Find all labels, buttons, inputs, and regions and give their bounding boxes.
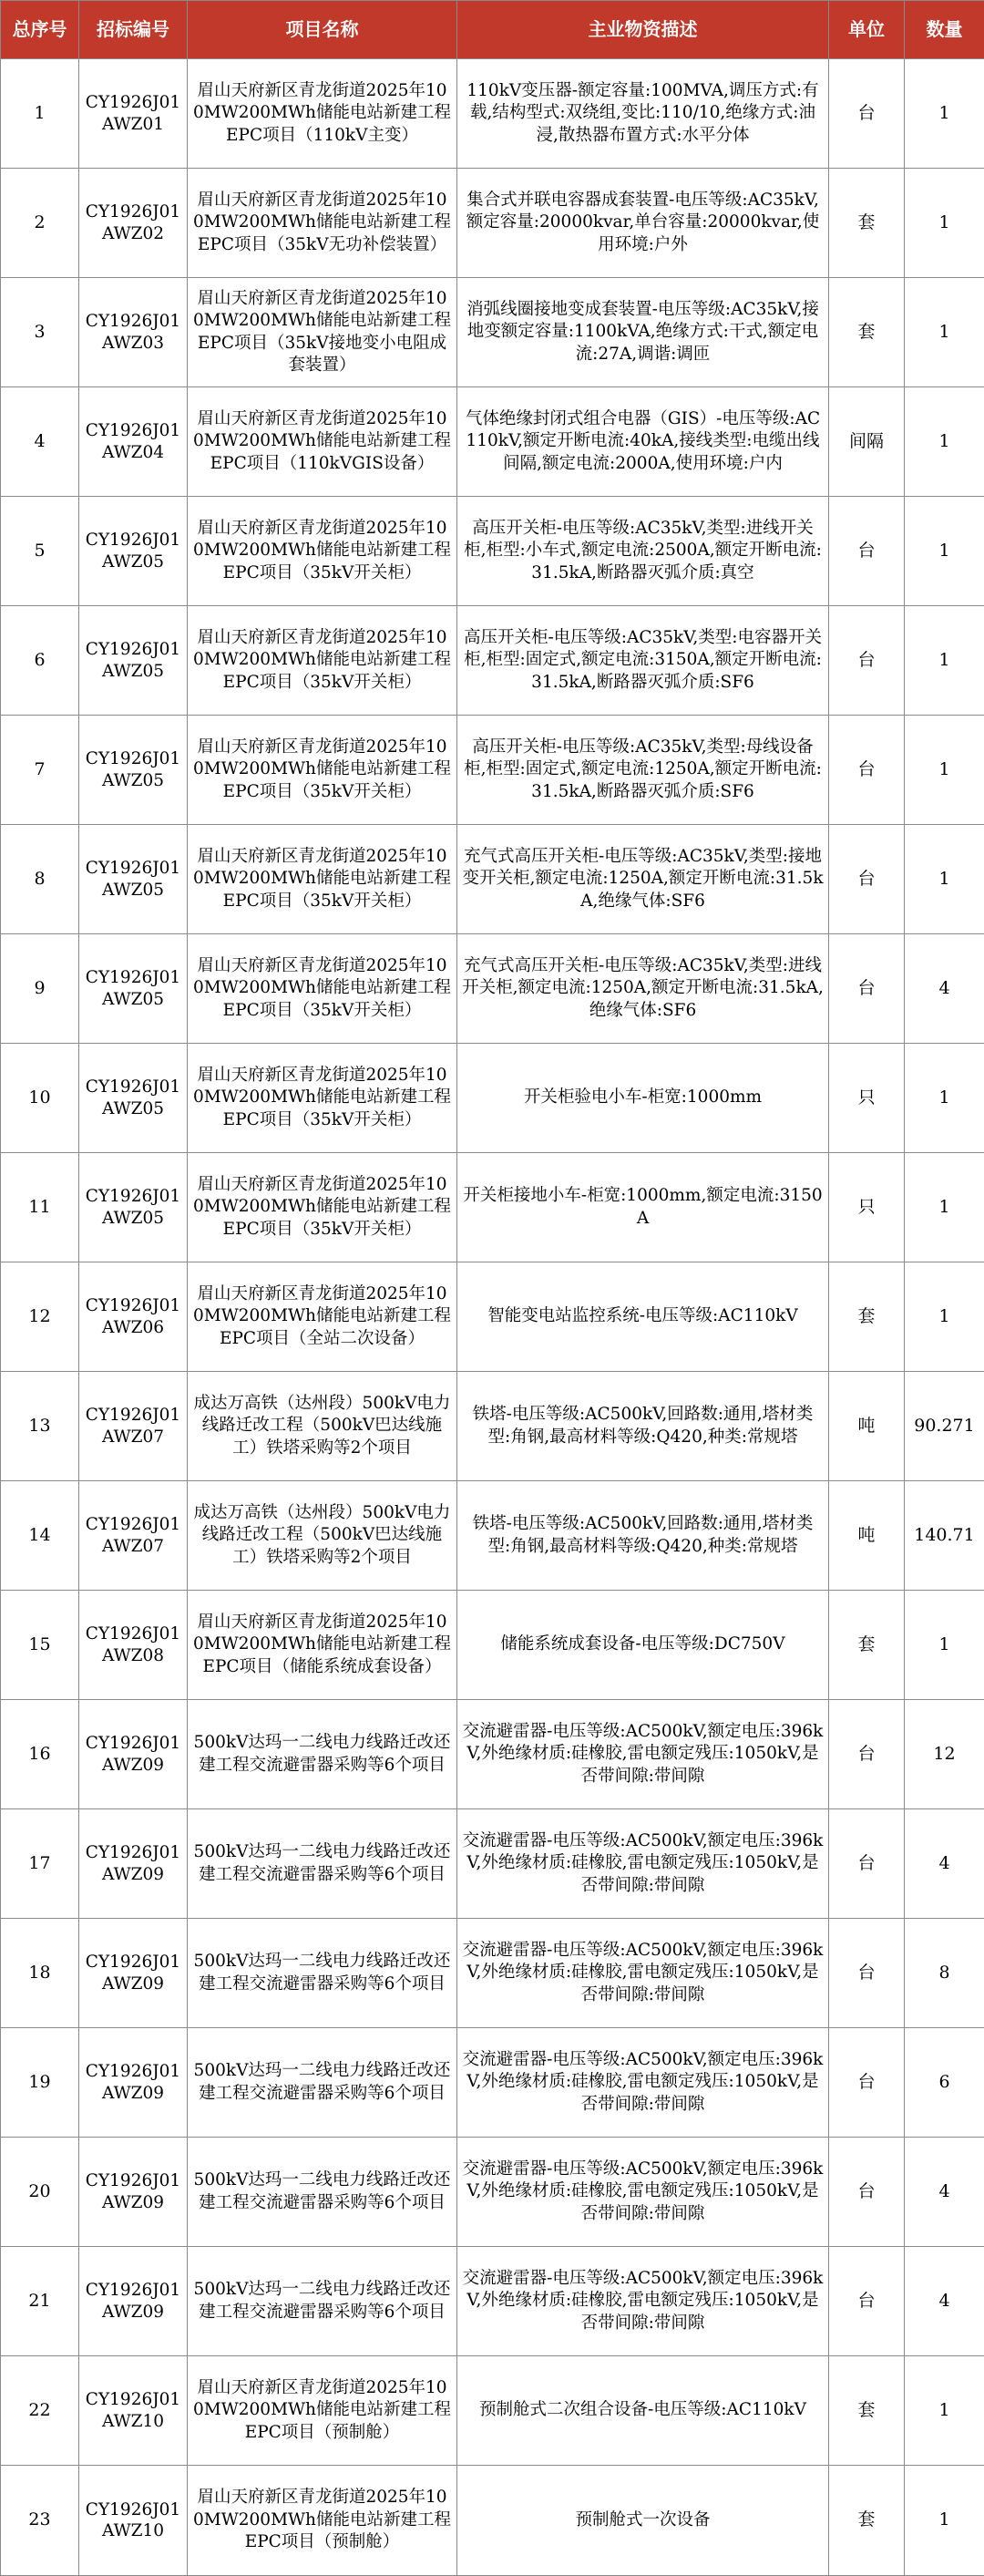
tender-code-suffix: AWZ05 — [102, 881, 164, 900]
project-name-cell: 眉山天府新区青龙街道2025年100MW200MWh储能电站新建工程EPC项目（35kV开关柜） — [188, 934, 457, 1044]
serial-no-cell: 1 — [1, 59, 79, 169]
quantity-cell: 90.271 — [905, 1372, 984, 1481]
quantity-cell: 1 — [905, 278, 984, 387]
tender-code-cell — [79, 2247, 188, 2356]
tender-code-suffix: AWZ08 — [102, 1646, 164, 1665]
unit-cell: 吨 — [829, 1481, 905, 1591]
tender-code-cell — [79, 2466, 188, 2576]
header-row — [1, 1, 984, 59]
unit-cell: 套 — [829, 1262, 905, 1372]
tender-code-suffix: AWZ05 — [102, 662, 164, 681]
tender-code-cell — [79, 934, 188, 1044]
project-name-cell: 500kV达玛一二线电力线路迁改还建工程交流避雷器采购等6个项目 — [188, 2247, 457, 2356]
serial-no-cell: 14 — [1, 1481, 79, 1591]
project-name-cell: 眉山天府新区青龙街道2025年100MW200MWh储能电站新建工程EPC项目（35kV接地变小电阻成套装置） — [188, 278, 457, 387]
unit-cell: 台 — [829, 1809, 905, 1919]
table-row — [1, 1372, 984, 1481]
unit-cell: 台 — [829, 606, 905, 716]
material-desc-cell: 预制舱式二次组合设备-电压等级:AC110kV — [457, 2356, 829, 2466]
quantity-cell: 1 — [905, 387, 984, 497]
serial-no-cell: 10 — [1, 1044, 79, 1153]
unit-cell: 套 — [829, 1591, 905, 1700]
tender-code-prefix: CY1926J01 — [86, 2062, 180, 2081]
serial-no-cell: 16 — [1, 1700, 79, 1809]
project-name-cell: 500kV达玛一二线电力线路迁改还建工程交流避雷器采购等6个项目 — [188, 1919, 457, 2028]
table-row — [1, 1700, 984, 1809]
unit-cell: 台 — [829, 825, 905, 934]
unit-cell: 台 — [829, 497, 905, 606]
tender-code-prefix: CY1926J01 — [86, 312, 180, 331]
project-name-cell: 500kV达玛一二线电力线路迁改还建工程交流避雷器采购等6个项目 — [188, 1700, 457, 1809]
project-name-cell: 500kV达玛一二线电力线路迁改还建工程交流避雷器采购等6个项目 — [188, 2028, 457, 2138]
quantity-cell: 1 — [905, 59, 984, 169]
table-row — [1, 1591, 984, 1700]
serial-no-cell: 2 — [1, 169, 79, 278]
tender-code-suffix: AWZ09 — [102, 2193, 164, 2212]
tender-code-prefix: CY1926J01 — [86, 749, 180, 768]
tender-code-cell — [79, 1481, 188, 1591]
unit-cell: 只 — [829, 1153, 905, 1262]
material-desc-cell: 110kV变压器-额定容量:100MVA,调压方式:有载,结构型式:双绕组,变比:110/10,绝缘方式:油浸,散热器布置方式:水平分体 — [457, 59, 829, 169]
material-desc-cell: 高压开关柜-电压等级:AC35kV,类型:电容器开关柜,柜型:固定式,额定电流:3150A,额定开断电流:31.5kA,断路器灭弧介质:SF6 — [457, 606, 829, 716]
tender-code-cell — [79, 278, 188, 387]
project-name-cell: 成达万高铁（达州段）500kV电力线路迁改工程（500kV巴达线施工）铁塔采购等2个项目 — [188, 1372, 457, 1481]
project-name-cell: 眉山天府新区青龙街道2025年100MW200MWh储能电站新建工程EPC项目（35kV开关柜） — [188, 606, 457, 716]
material-desc-cell: 铁塔-电压等级:AC500kV,回路数:通用,塔材类型:角钢,最高材料等级:Q420,种类:常规塔 — [457, 1481, 829, 1591]
serial-no-cell: 11 — [1, 1153, 79, 1262]
tender-code-suffix: AWZ09 — [102, 2084, 164, 2103]
tender-code-cell — [79, 1700, 188, 1809]
quantity-cell: 140.71 — [905, 1481, 984, 1591]
table-row — [1, 278, 984, 387]
quantity-cell: 4 — [905, 934, 984, 1044]
table-row — [1, 1919, 984, 2028]
unit-cell: 套 — [829, 169, 905, 278]
material-desc-cell: 充气式高压开关柜-电压等级:AC35kV,类型:进线开关柜,额定电流:1250A,额定开断电流:31.5kA,绝缘气体:SF6 — [457, 934, 829, 1044]
tender-code-suffix: AWZ07 — [102, 1537, 164, 1556]
quantity-cell: 1 — [905, 1153, 984, 1262]
serial-no-cell: 17 — [1, 1809, 79, 1919]
quantity-cell: 6 — [905, 2028, 984, 2138]
tender-code-cell — [79, 606, 188, 716]
table-row — [1, 934, 984, 1044]
material-desc-cell: 充气式高压开关柜-电压等级:AC35kV,类型:接地变开关柜,额定电流:1250A,额定开断电流:31.5kA,绝缘气体:SF6 — [457, 825, 829, 934]
tender-code-suffix: AWZ01 — [102, 115, 164, 134]
table-row — [1, 59, 984, 169]
tender-code-cell — [79, 59, 188, 169]
material-desc-cell: 消弧线圈接地变成套装置-电压等级:AC35kV,接地变额定容量:1100kVA,绝缘方式:干式,额定电流:27A,调谐:调匝 — [457, 278, 829, 387]
unit-cell: 套 — [829, 278, 905, 387]
tender-code-prefix: CY1926J01 — [86, 531, 180, 550]
project-name-cell: 眉山天府新区青龙街道2025年100MW200MWh储能电站新建工程EPC项目（储能系统成套设备） — [188, 1591, 457, 1700]
table-row — [1, 2028, 984, 2138]
table-row — [1, 2466, 984, 2576]
tender-code-cell — [79, 716, 188, 825]
material-desc-cell: 智能变电站监控系统-电压等级:AC110kV — [457, 1262, 829, 1372]
material-desc-cell: 铁塔-电压等级:AC500kV,回路数:通用,塔材类型:角钢,最高材料等级:Q420,种类:常规塔 — [457, 1372, 829, 1481]
table-row — [1, 1481, 984, 1591]
tender-code-suffix: AWZ10 — [102, 2521, 164, 2540]
quantity-cell: 1 — [905, 606, 984, 716]
tender-code-suffix: AWZ05 — [102, 1209, 164, 1228]
tender-code-cell — [79, 1044, 188, 1153]
quantity-cell: 12 — [905, 1700, 984, 1809]
unit-cell: 台 — [829, 934, 905, 1044]
quantity-cell: 4 — [905, 2138, 984, 2247]
material-desc-cell: 预制舱式一次设备 — [457, 2466, 829, 2576]
project-name-cell: 眉山天府新区青龙街道2025年100MW200MWh储能电站新建工程EPC项目（全站二次设备） — [188, 1262, 457, 1372]
tender-code-prefix: CY1926J01 — [86, 2500, 180, 2519]
tender-code-cell — [79, 2028, 188, 2138]
header-quantity: 数量 — [905, 1, 984, 59]
header-tender-code: 招标编号 — [79, 1, 188, 59]
unit-cell: 台 — [829, 2247, 905, 2356]
tender-code-suffix: AWZ06 — [102, 1318, 164, 1337]
tender-code-suffix: AWZ10 — [102, 2412, 164, 2431]
tender-code-prefix: CY1926J01 — [86, 1624, 180, 1643]
serial-no-cell: 20 — [1, 2138, 79, 2247]
tender-code-prefix: CY1926J01 — [86, 1843, 180, 1862]
tender-code-prefix: CY1926J01 — [86, 1406, 180, 1425]
tender-code-prefix: CY1926J01 — [86, 2281, 180, 2300]
table-row — [1, 1809, 984, 1919]
quantity-cell: 8 — [905, 1919, 984, 2028]
table-row — [1, 606, 984, 716]
tender-code-cell — [79, 1153, 188, 1262]
material-desc-cell: 高压开关柜-电压等级:AC35kV,类型:母线设备柜,柜型:固定式,额定电流:1250A,额定开断电流:31.5kA,断路器灭弧介质:SF6 — [457, 716, 829, 825]
tender-code-cell — [79, 387, 188, 497]
material-desc-cell: 开关柜接地小车-柜宽:1000mm,额定电流:3150A — [457, 1153, 829, 1262]
serial-no-cell: 12 — [1, 1262, 79, 1372]
project-name-cell: 眉山天府新区青龙街道2025年100MW200MWh储能电站新建工程EPC项目（35kV无功补偿装置） — [188, 169, 457, 278]
quantity-cell: 1 — [905, 1044, 984, 1153]
project-name-cell: 500kV达玛一二线电力线路迁改还建工程交流避雷器采购等6个项目 — [188, 1809, 457, 1919]
table-row — [1, 716, 984, 825]
unit-cell: 套 — [829, 2466, 905, 2576]
material-desc-cell: 储能系统成套设备-电压等级:DC750V — [457, 1591, 829, 1700]
tender-code-prefix: CY1926J01 — [86, 1953, 180, 1972]
unit-cell: 套 — [829, 2356, 905, 2466]
project-name-cell: 眉山天府新区青龙街道2025年100MW200MWh储能电站新建工程EPC项目（预制舱） — [188, 2466, 457, 2576]
serial-no-cell: 5 — [1, 497, 79, 606]
project-name-cell: 眉山天府新区青龙街道2025年100MW200MWh储能电站新建工程EPC项目（35kV开关柜） — [188, 497, 457, 606]
quantity-cell: 1 — [905, 2466, 984, 2576]
tender-code-cell — [79, 1262, 188, 1372]
tender-code-prefix: CY1926J01 — [86, 2171, 180, 2190]
table-row — [1, 825, 984, 934]
tender-code-prefix: CY1926J01 — [86, 1077, 180, 1097]
project-name-cell: 眉山天府新区青龙街道2025年100MW200MWh储能电站新建工程EPC项目（35kV开关柜） — [188, 1153, 457, 1262]
serial-no-cell: 6 — [1, 606, 79, 716]
serial-no-cell: 13 — [1, 1372, 79, 1481]
serial-no-cell: 18 — [1, 1919, 79, 2028]
material-desc-cell: 集合式并联电容器成套装置-电压等级:AC35kV,额定容量:20000kvar,单台容量:20000kvar,使用环境:户外 — [457, 169, 829, 278]
table-row — [1, 1153, 984, 1262]
tender-code-cell — [79, 1919, 188, 2028]
tender-code-suffix: AWZ09 — [102, 1974, 164, 1994]
tender-code-prefix: CY1926J01 — [86, 202, 180, 222]
unit-cell: 只 — [829, 1044, 905, 1153]
quantity-cell: 4 — [905, 1809, 984, 1919]
tender-code-suffix: AWZ05 — [102, 1099, 164, 1118]
tender-code-prefix: CY1926J01 — [86, 859, 180, 878]
unit-cell: 间隔 — [829, 387, 905, 497]
tender-code-suffix: AWZ09 — [102, 1865, 164, 1884]
tender-code-prefix: CY1926J01 — [86, 1515, 180, 1534]
quantity-cell: 4 — [905, 2247, 984, 2356]
tender-code-prefix: CY1926J01 — [86, 1296, 180, 1315]
table-row — [1, 2247, 984, 2356]
tender-code-prefix: CY1926J01 — [86, 640, 180, 659]
serial-no-cell: 21 — [1, 2247, 79, 2356]
serial-no-cell: 23 — [1, 2466, 79, 2576]
tender-code-suffix: AWZ05 — [102, 771, 164, 790]
quantity-cell: 1 — [905, 1262, 984, 1372]
quantity-cell: 1 — [905, 716, 984, 825]
serial-no-cell: 4 — [1, 387, 79, 497]
unit-cell: 吨 — [829, 1372, 905, 1481]
serial-no-cell: 8 — [1, 825, 79, 934]
tender-code-cell — [79, 497, 188, 606]
header-unit: 单位 — [829, 1, 905, 59]
project-name-cell: 眉山天府新区青龙街道2025年100MW200MWh储能电站新建工程EPC项目（预制舱） — [188, 2356, 457, 2466]
material-desc-cell: 高压开关柜-电压等级:AC35kV,类型:进线开关柜,柜型:小车式,额定电流:2500A,额定开断电流:31.5kA,断路器灭弧介质:真空 — [457, 497, 829, 606]
serial-no-cell: 15 — [1, 1591, 79, 1700]
tender-code-cell — [79, 825, 188, 934]
tender-code-prefix: CY1926J01 — [86, 968, 180, 987]
tender-code-suffix: AWZ04 — [102, 443, 164, 462]
quantity-cell: 1 — [905, 497, 984, 606]
unit-cell: 台 — [829, 2138, 905, 2247]
project-name-cell: 眉山天府新区青龙街道2025年100MW200MWh储能电站新建工程EPC项目（35kV开关柜） — [188, 716, 457, 825]
unit-cell: 台 — [829, 1700, 905, 1809]
unit-cell: 台 — [829, 1919, 905, 2028]
material-desc-cell: 交流避雷器-电压等级:AC500kV,额定电压:396kV,外绝缘材质:硅橡胶,雷电额定残压:1050kV,是否带间隙:带间隙 — [457, 1700, 829, 1809]
tender-code-suffix: AWZ05 — [102, 990, 164, 1009]
quantity-cell: 1 — [905, 825, 984, 934]
project-name-cell: 眉山天府新区青龙街道2025年100MW200MWh储能电站新建工程EPC项目（35kV开关柜） — [188, 1044, 457, 1153]
serial-no-cell: 3 — [1, 278, 79, 387]
material-desc-cell: 开关柜验电小车-柜宽:1000mm — [457, 1044, 829, 1153]
tender-code-suffix: AWZ09 — [102, 2303, 164, 2322]
tender-code-cell — [79, 1809, 188, 1919]
tender-code-prefix: CY1926J01 — [86, 421, 180, 440]
quantity-cell: 1 — [905, 2356, 984, 2466]
table-row — [1, 1262, 984, 1372]
table-row — [1, 497, 984, 606]
quantity-cell: 1 — [905, 169, 984, 278]
project-name-cell: 500kV达玛一二线电力线路迁改还建工程交流避雷器采购等6个项目 — [188, 2138, 457, 2247]
project-name-cell: 眉山天府新区青龙街道2025年100MW200MWh储能电站新建工程EPC项目（110kV主变） — [188, 59, 457, 169]
serial-no-cell: 9 — [1, 934, 79, 1044]
tender-code-suffix: AWZ03 — [102, 334, 164, 353]
tender-code-prefix: CY1926J01 — [86, 93, 180, 112]
quantity-cell: 1 — [905, 1591, 984, 1700]
tender-code-cell — [79, 169, 188, 278]
unit-cell: 台 — [829, 2028, 905, 2138]
material-desc-cell: 交流避雷器-电压等级:AC500kV,额定电压:396kV,外绝缘材质:硅橡胶,雷电额定残压:1050kV,是否带间隙:带间隙 — [457, 2138, 829, 2247]
table-row — [1, 2138, 984, 2247]
serial-no-cell: 7 — [1, 716, 79, 825]
project-name-cell: 眉山天府新区青龙街道2025年100MW200MWh储能电站新建工程EPC项目（110kVGIS设备） — [188, 387, 457, 497]
tender-code-prefix: CY1926J01 — [86, 2390, 180, 2409]
table-row — [1, 169, 984, 278]
header-project-name: 项目名称 — [188, 1, 457, 59]
project-name-cell: 成达万高铁（达州段）500kV电力线路迁改工程（500kV巴达线施工）铁塔采购等2个项目 — [188, 1481, 457, 1591]
tender-code-cell — [79, 2356, 188, 2466]
unit-cell: 台 — [829, 59, 905, 169]
table-body — [1, 59, 984, 2576]
tender-code-cell — [79, 1591, 188, 1700]
tender-code-cell — [79, 2138, 188, 2247]
material-desc-cell: 交流避雷器-电压等级:AC500kV,额定电压:396kV,外绝缘材质:硅橡胶,雷电额定残压:1050kV,是否带间隙:带间隙 — [457, 1809, 829, 1919]
tender-code-suffix: AWZ07 — [102, 1427, 164, 1447]
tender-code-suffix: AWZ05 — [102, 552, 164, 572]
serial-no-cell: 19 — [1, 2028, 79, 2138]
header-serial-no: 总序号 — [1, 1, 79, 59]
tender-code-cell — [79, 1372, 188, 1481]
table-row — [1, 387, 984, 497]
tender-code-suffix: AWZ02 — [102, 224, 164, 243]
unit-cell: 台 — [829, 716, 905, 825]
material-desc-cell: 交流避雷器-电压等级:AC500kV,额定电压:396kV,外绝缘材质:硅橡胶,雷电额定残压:1050kV,是否带间隙:带间隙 — [457, 2028, 829, 2138]
tender-code-prefix: CY1926J01 — [86, 1187, 180, 1206]
project-name-cell: 眉山天府新区青龙街道2025年100MW200MWh储能电站新建工程EPC项目（35kV开关柜） — [188, 825, 457, 934]
table-row — [1, 2356, 984, 2466]
tender-code-suffix: AWZ09 — [102, 1756, 164, 1775]
tender-code-prefix: CY1926J01 — [86, 1734, 180, 1753]
header-material-desc: 主业物资描述 — [457, 1, 829, 59]
table-row — [1, 1044, 984, 1153]
serial-no-cell: 22 — [1, 2356, 79, 2466]
material-desc-cell: 交流避雷器-电压等级:AC500kV,额定电压:396kV,外绝缘材质:硅橡胶,雷电额定残压:1050kV,是否带间隙:带间隙 — [457, 1919, 829, 2028]
material-desc-cell: 气体绝缘封闭式组合电器（GIS）-电压等级:AC110kV,额定开断电流:40kA,接线类型:电缆出线间隔,额定电流:2000A,使用环境:户内 — [457, 387, 829, 497]
material-desc-cell: 交流避雷器-电压等级:AC500kV,额定电压:396kV,外绝缘材质:硅橡胶,雷电额定残压:1050kV,是否带间隙:带间隙 — [457, 2247, 829, 2356]
